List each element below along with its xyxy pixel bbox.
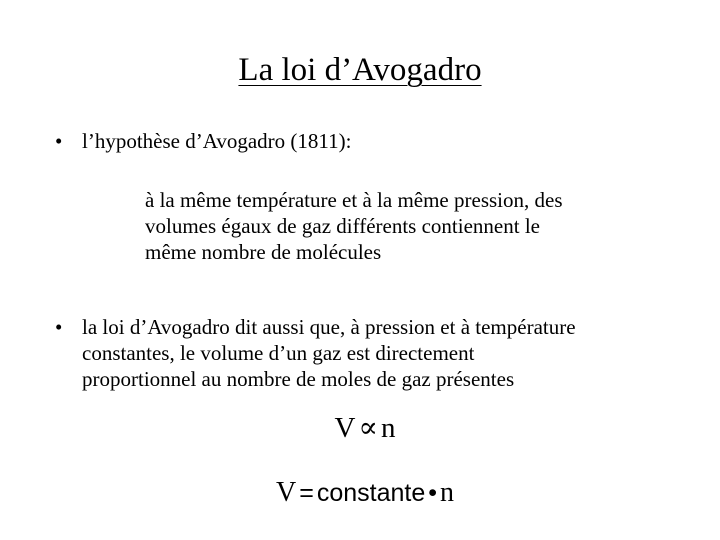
statement-line: même nombre de molécules	[145, 240, 382, 264]
statement-line: à la même température et à la même pression, des	[145, 188, 563, 212]
bullet-text: l’hypothèse d’Avogadro (1811):	[82, 129, 352, 153]
multiply-dot: •	[428, 479, 438, 507]
equation-volume: V	[334, 412, 356, 444]
hypothesis-statement	[145, 187, 665, 265]
equation-moles: n	[440, 477, 455, 508]
bullet-line: constantes, le volume d’un gaz est directement	[82, 341, 475, 365]
bullet-marker: •	[55, 315, 63, 339]
constant-equation	[0, 473, 720, 513]
slide-title: La loi d’Avogadro	[238, 52, 482, 88]
statement-line: volumes égaux de gaz différents contiennent le	[145, 214, 540, 238]
bullet-marker: •	[55, 129, 63, 153]
bullet-line: la loi d’Avogadro dit aussi que, à pression et à température	[82, 315, 576, 339]
equation-moles: n	[381, 412, 396, 444]
equation-volume: V	[275, 477, 297, 508]
bullet-text	[82, 314, 682, 392]
equation-constant: constante	[316, 479, 426, 507]
proportionality-equation	[0, 408, 720, 448]
equals-sign: =	[299, 479, 314, 507]
proportional-symbol: ∝	[358, 412, 379, 444]
bullet-line: proportionnel au nombre de moles de gaz présentes	[82, 367, 515, 391]
